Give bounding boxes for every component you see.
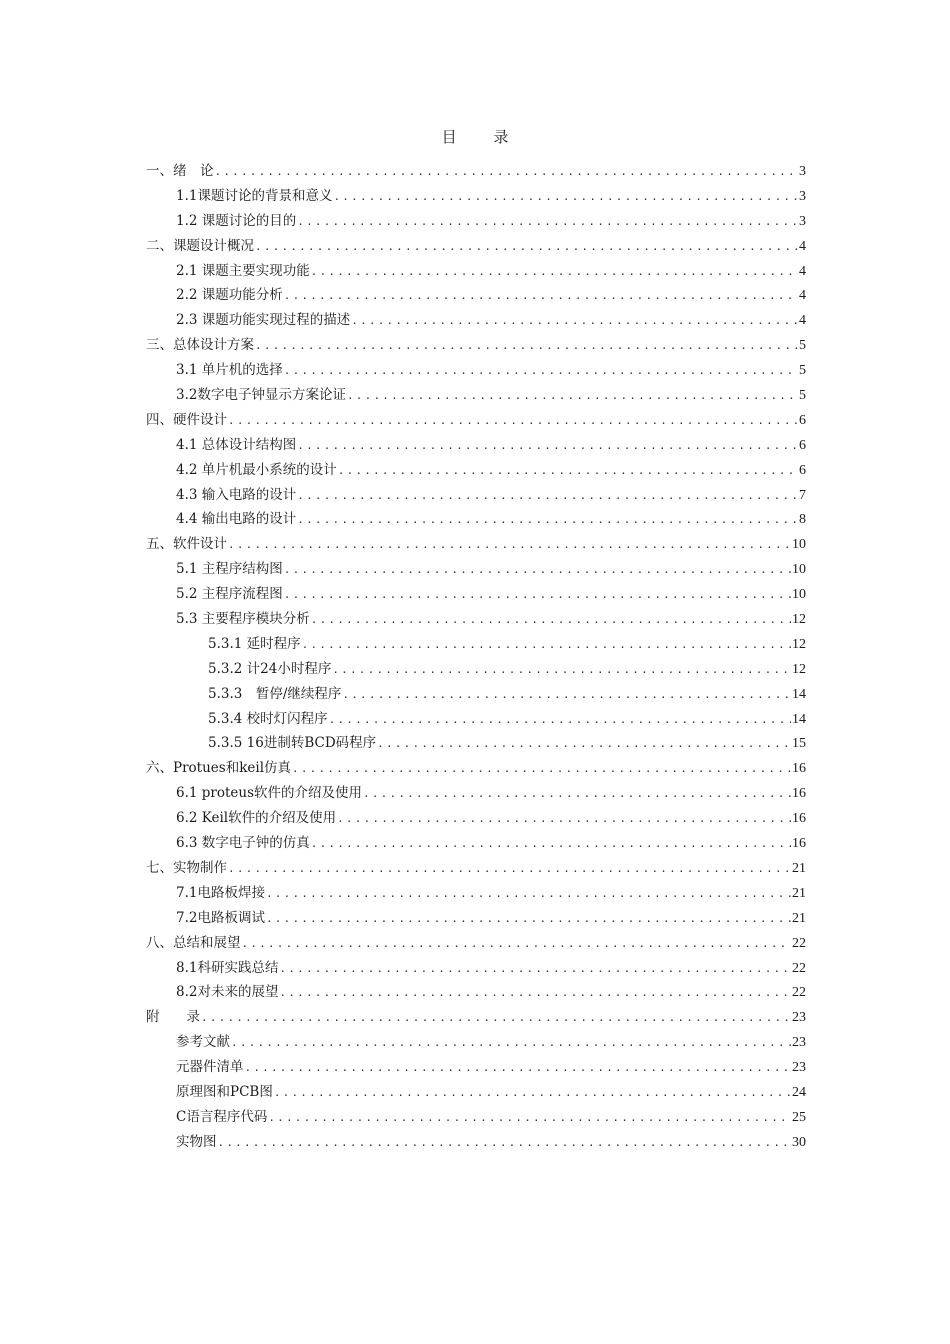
toc-entry[interactable] [146, 458, 806, 483]
toc-entry-page-number: 16 [792, 786, 806, 802]
toc-entry-page-number: 22 [792, 935, 806, 951]
toc-entry-page-number: 3 [799, 213, 806, 229]
dot-leader [302, 633, 791, 658]
toc-entry[interactable] [146, 1030, 806, 1055]
toc-entry[interactable] [146, 906, 806, 931]
toc-entry-label: 六、Protues和keil仿真 [146, 760, 292, 777]
dot-leader [266, 907, 791, 932]
toc-entry[interactable] [146, 1005, 806, 1030]
toc-entry-page-number: 16 [792, 761, 806, 777]
toc-entry[interactable] [146, 856, 806, 881]
toc-entry[interactable] [146, 682, 806, 707]
toc-entry[interactable] [146, 433, 806, 458]
dot-leader [363, 782, 791, 807]
dot-leader [215, 160, 799, 185]
dot-leader [218, 1131, 792, 1156]
toc-entry-label: 5.3.2 计24小时程序 [208, 660, 332, 677]
toc-entry-label: 8.1科研实践总结 [176, 959, 279, 976]
toc-entry-label: 原理图和PCB图 [176, 1083, 273, 1100]
toc-entry-page-number: 4 [799, 288, 806, 304]
dot-leader [351, 309, 798, 334]
toc-entry-label: 元器件清单 [176, 1059, 244, 1076]
toc-entry-page-number: 6 [799, 462, 806, 478]
toc-entry[interactable] [146, 1105, 806, 1130]
dot-leader [347, 384, 798, 409]
toc-entry-label: 参考文献 [176, 1034, 230, 1051]
toc-entry-label: 三、总体设计方案 [146, 337, 254, 354]
toc-entry-label: 八、总结和展望 [146, 934, 241, 951]
dot-leader [284, 359, 798, 384]
toc-entry-page-number: 23 [792, 1060, 806, 1076]
toc-entry-page-number: 3 [799, 188, 806, 204]
toc-entry[interactable] [146, 980, 806, 1005]
dot-leader [333, 185, 798, 210]
dot-leader [255, 334, 798, 359]
toc-entry[interactable] [146, 781, 806, 806]
toc-entry-page-number: 12 [792, 636, 806, 652]
dot-leader [311, 832, 791, 857]
dot-leader [255, 235, 798, 260]
dot-leader [311, 260, 798, 285]
dot-leader [279, 957, 791, 982]
toc-entry[interactable] [146, 358, 806, 383]
toc-entry-page-number: 15 [792, 736, 806, 752]
toc-entry-page-number: 3 [799, 164, 806, 179]
dot-leader [268, 1106, 791, 1131]
toc-entry[interactable] [146, 308, 806, 333]
toc-entry-page-number: 5 [799, 338, 806, 354]
toc-entry-page-number: 16 [792, 836, 806, 852]
toc-entry-label: 7.2电路板调试 [176, 909, 265, 926]
toc-entry[interactable] [146, 582, 806, 607]
toc-list [146, 159, 806, 1155]
toc-entry[interactable] [146, 159, 806, 184]
toc-entry-label: 四、硬件设计 [146, 411, 227, 428]
toc-entry-page-number: 22 [792, 985, 806, 1001]
toc-entry-label: 2.2 课题功能分析 [176, 287, 283, 304]
toc-entry[interactable] [146, 283, 806, 308]
toc-entry[interactable] [146, 1130, 806, 1155]
toc-entry[interactable] [146, 632, 806, 657]
toc-entry-label: 3.1 单片机的选择 [176, 362, 283, 379]
toc-entry-page-number: 12 [792, 612, 806, 628]
toc-entry-page-number: 4 [799, 238, 806, 254]
toc-entry[interactable] [146, 1080, 806, 1105]
toc-entry-page-number: 10 [792, 562, 806, 578]
dot-leader [228, 857, 791, 882]
toc-entry-label: 5.2 主程序流程图 [176, 586, 283, 603]
toc-entry-label: 5.1 主程序结构图 [176, 561, 283, 578]
dot-leader [329, 708, 791, 733]
toc-entry-page-number: 10 [792, 587, 806, 603]
dot-leader [297, 434, 798, 459]
toc-entry-page-number: 22 [792, 960, 806, 976]
toc-entry-page-number: 8 [799, 512, 806, 528]
toc-entry-page-number: 23 [792, 1010, 806, 1026]
toc-entry-page-number: 21 [792, 910, 806, 926]
toc-entry-page-number: 14 [792, 686, 806, 702]
toc-entry-label: 2.1 课题主要实现功能 [176, 262, 310, 279]
toc-entry[interactable] [146, 707, 806, 732]
dot-leader [337, 807, 791, 832]
toc-entry-label: 6.3 数字电子钟的仿真 [176, 835, 310, 852]
toc-entry-label: 2.3 课题功能实现过程的描述 [176, 312, 351, 329]
toc-entry-page-number: 24 [792, 1084, 806, 1100]
toc-entry-label: 4.2 单片机最小系统的设计 [176, 461, 337, 478]
toc-entry-page-number: 16 [792, 811, 806, 827]
toc-entry-page-number: 4 [799, 263, 806, 279]
dot-leader [377, 732, 791, 757]
dot-leader [242, 932, 792, 957]
toc-entry[interactable] [146, 1055, 806, 1080]
toc-entry[interactable] [146, 209, 806, 234]
toc-entry[interactable] [146, 234, 806, 259]
toc-entry-page-number: 6 [799, 437, 806, 453]
toc-entry-label: 6.2 Keil软件的介绍及使用 [176, 810, 337, 827]
dot-leader [297, 210, 798, 235]
dot-leader [311, 608, 791, 633]
toc-entry-page-number: 12 [792, 661, 806, 677]
dot-leader [228, 533, 791, 558]
toc-entry-label: 附 录 [146, 1009, 200, 1026]
toc-entry[interactable] [146, 607, 806, 632]
toc-entry-label: 二、课题设计概况 [146, 237, 254, 254]
toc-entry-page-number: 21 [792, 885, 806, 901]
toc-entry[interactable] [146, 557, 806, 582]
toc-entry-label: 6.1 proteus软件的介绍及使用 [176, 785, 363, 802]
toc-entry-label: 1.1课题讨论的背景和意义 [176, 187, 333, 204]
toc-entry[interactable] [146, 657, 806, 682]
dot-leader [201, 1006, 791, 1031]
toc-entry-label: 4.4 输出电路的设计 [176, 511, 297, 528]
dot-leader [284, 558, 791, 583]
toc-entry-page-number: 30 [792, 1134, 806, 1150]
dot-leader [338, 459, 798, 484]
toc-entry[interactable] [146, 408, 806, 433]
toc-entry-label: 5.3.4 校时灯闪程序 [208, 710, 328, 727]
toc-entry-page-number: 5 [799, 388, 806, 404]
toc-entry[interactable] [146, 731, 806, 756]
toc-entry-label: 5.3.3 暂停/继续程序 [208, 685, 342, 702]
dot-leader [228, 409, 798, 434]
toc-entry-label: 7.1电路板焊接 [176, 884, 265, 901]
toc-entry-label: 4.1 总体设计结构图 [176, 436, 297, 453]
toc-title: 目 录 [441, 128, 525, 146]
dot-leader [342, 683, 791, 708]
toc-entry[interactable] [146, 931, 806, 956]
toc-entry-label: C语言程序代码 [176, 1108, 268, 1125]
dot-leader [245, 1056, 792, 1081]
toc-entry-page-number: 5 [799, 363, 806, 379]
toc-entry-label: 一、绪 论 [146, 163, 214, 179]
toc-entry-label: 实物图 [176, 1133, 217, 1150]
toc-entry-page-number: 4 [799, 313, 806, 329]
toc-entry-label: 8.2对未来的展望 [176, 984, 279, 1001]
toc-entry-label: 1.2 课题讨论的目的 [176, 212, 297, 229]
dot-leader [279, 981, 791, 1006]
toc-entry[interactable] [146, 831, 806, 856]
toc-entry-label: 5.3.5 16进制转BCD码程序 [208, 735, 377, 752]
toc-entry-label: 五、软件设计 [146, 536, 227, 553]
dot-leader [284, 284, 798, 309]
toc-entry[interactable] [146, 184, 806, 209]
dot-leader [266, 882, 791, 907]
dot-leader [231, 1031, 791, 1056]
toc-entry-page-number: 25 [792, 1109, 806, 1125]
toc-entry[interactable] [146, 383, 806, 408]
dot-leader [332, 658, 791, 683]
toc-entry[interactable] [146, 483, 806, 508]
toc-entry[interactable] [146, 956, 806, 981]
toc-entry-page-number: 21 [792, 860, 806, 876]
toc-entry-page-number: 7 [799, 487, 806, 503]
toc-entry-page-number: 6 [799, 412, 806, 428]
toc-entry[interactable] [146, 532, 806, 557]
toc-entry[interactable] [146, 881, 806, 906]
dot-leader [274, 1081, 791, 1106]
toc-entry-label: 七、实物制作 [146, 859, 227, 876]
toc-entry[interactable] [146, 756, 806, 781]
toc-entry-label: 4.3 输入电路的设计 [176, 486, 297, 503]
toc-entry-label: 3.2数字电子钟显示方案论证 [176, 387, 346, 404]
toc-entry-page-number: 10 [792, 537, 806, 553]
toc-entry-label: 5.3 主要程序模块分析 [176, 611, 310, 628]
dot-leader [292, 757, 791, 782]
toc-entry[interactable] [146, 507, 806, 532]
dot-leader [297, 508, 798, 533]
toc-entry[interactable] [146, 806, 806, 831]
dot-leader [297, 484, 798, 509]
toc-entry[interactable] [146, 333, 806, 358]
toc-entry-page-number: 14 [792, 711, 806, 727]
toc-entry-page-number: 23 [792, 1035, 806, 1051]
toc-entry-label: 5.3.1 延时程序 [208, 635, 301, 652]
dot-leader [284, 583, 791, 608]
toc-entry[interactable] [146, 259, 806, 284]
